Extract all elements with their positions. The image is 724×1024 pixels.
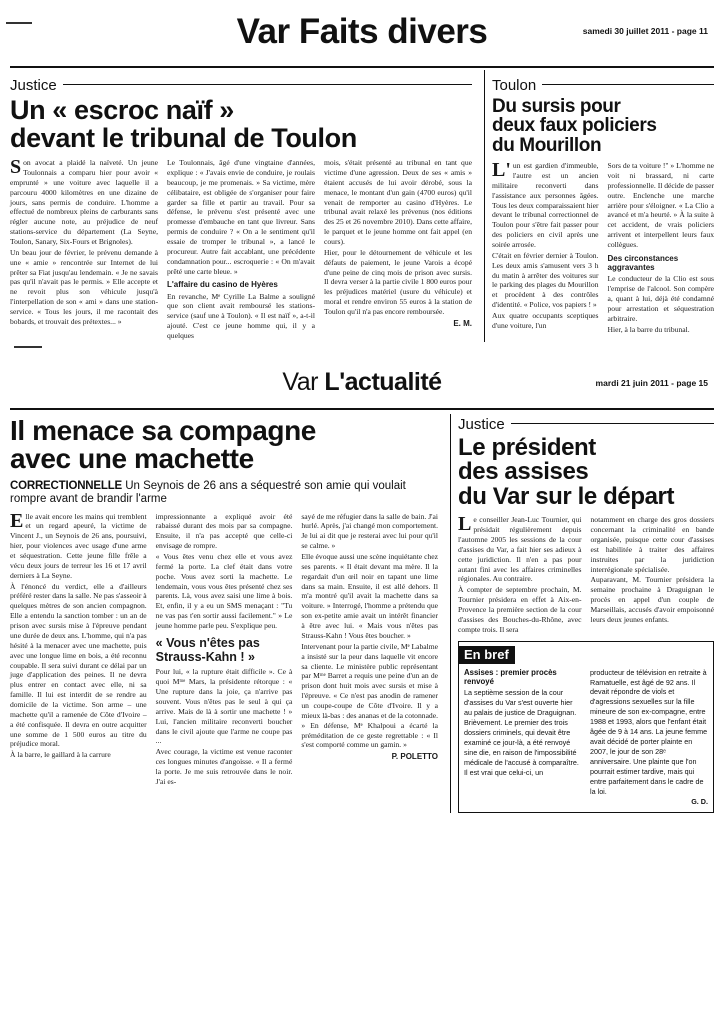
scan-corner-mark	[14, 346, 42, 348]
article-column-2	[156, 512, 293, 788]
paragraph: Son avocat a plaidé la naïveté. Un jeune Toulonnais a comparu hier pour avoir « emprunté » une voiture avec laquelle il a parcouru 4000 kilomètres en une dizaine de jours, sans permis de conduire. L'homme a effectué de nombreux pleins de carburants sans régler aucune note, au préjudice de neuf stations-service du département (La Seyne, Toulon, Sanary, Six-Fours et Brignoles).	[10, 156, 158, 246]
headline-president-assises	[458, 433, 714, 510]
paragraph: Elle évoque aussi une scène inquiétante chez ses parents. « Il était devant ma mère. Il la regardait d'un œil noir en tapant une lime dans sa main. Ensuite, il est allé dehors. Il m'a montré qu'il avait la machette dans sa voiture. » Interrogé, l'homme a prétendu que son ex-petite amie avait un intérêt financier à être avec lui. « Mais vous n'êtes pas Strauss-Kahn ! Vous êtes boucher. »	[301, 552, 439, 640]
headline-line-1: Il menace sa compagne	[10, 414, 316, 446]
kicker-justice: Justice	[10, 77, 57, 94]
kicker-justice: Justice	[458, 415, 505, 433]
paragraph: En revanche, Mᵉ Cyrille La Balme a souligné que son client avait remboursé les stations-service (sauf une à Toulon). « Il est naïf », a-t-il ajouté. C'est ce jeune homme qui, il y a quelques	[167, 291, 315, 340]
article-column-1	[10, 158, 158, 342]
masthead-date: mardi 21 juin 2011 - page 15	[595, 377, 708, 388]
headline-line-3: du Mourillon	[492, 134, 602, 156]
paragraph: À l'énoncé du verdict, elle a d'ailleurs préféré rester dans la salle. Ne pas s'asseoir à quelques mètres de son ancien compagnon. Elle a entendu la sanction tomber : un an de prison avec sursis mise à l'épreuve pendant une durée de deux ans. L'homme, qui n'a pas hésité à la menacer avec une machette, puis avec une longue lime en bois, a été reconnu coupable. Il sera suivi durant ce délai par un juge d'application des peines. Il ne devra plus entrer en contact avec elle, ni sa famille. Il lui est interdit de se rendre au domicile de la victime. Son arme – une machette qu'il a ramenée de Côte d'Ivoire – a été confisquée. Il devra en outre acquitter une somme de 1 500 euros au titre du préjudice moral.	[10, 581, 147, 749]
headline-line-1: Du sursis pour	[492, 96, 621, 117]
standfirst-text: Un Seynois de 26 ans a séquestré son amie qui voulait rompre avant de brandir l'arme	[10, 479, 406, 506]
en-bref-heading-line-1: Assises : premier procès	[464, 667, 557, 677]
paragraph: Le conseiller Jean-Luc Tournier, qui présidait régulièrement depuis l'automne 2005 les sessions de la cour d'assises du Var, a fait hier ses adieux à cette juridiction. Il n'en a pas pour autant fini avec les affaires criminelles régionales. Au contraire.	[458, 513, 582, 584]
headline-machette	[10, 414, 438, 475]
paragraph: À compter de septembre prochain, M. Tournier présidera en effet à Aix-en-Provence la première section de la cour d'assises des Bouches-du-Rhône, avec compte trois. Il sera	[458, 585, 582, 634]
paragraph: L'un est gardien d'immeuble, l'autre est un ancien militaire reconverti dans l'assistance aux personnes âgées. Tous les deux comparaissaient hier devant le tribunal correctionnel de Toulon pour s'être fait passer pour des policiers en civil après une soirée arrosée.	[492, 159, 599, 249]
en-bref-text: producteur de télévision en retraite à Ramatuelle, est âgé de 92 ans. Il devait répondre de viols et d'agressions sexuelles sur la fille mineure de son ex-compagne, entre 1988 et 1993, alors que l'enfant était âgée de 9 à 14 ans. La jeune femme avait décidé de porter plainte en 2007, le jour de son 28ᵉ anniversaire. Une plainte que l'on pourrait estimer tardive, mais qui entre parfaitement dans le cadre de la loi.	[590, 667, 708, 796]
paragraph: « Vous êtes venu chez elle et vous avez fermé la porte. La clef était dans votre poche. Vous avez sorti la machette. Le lendemain, vous vous êtes présenté chez ses parents. Là, vous avez saisi une lime à bois. Et, enfin, il y a eu un SMS menaçant : "Tu ne vas pas t'en sortir aussi facilement." » Le jeune homme parle peu. S'explique peu.	[155, 552, 293, 631]
paragraph: Hier, à la barre du tribunal.	[607, 324, 690, 334]
headline-line-2: des assises	[458, 458, 589, 486]
paragraph: C'était en février dernier à Toulon. Les deux amis s'amusent vers 3 h du matin à arrêter des voitures sur le parking des plages du Mourillon et procèdent à des contrôles d'identité. « Police, vos papiers ! »	[492, 250, 599, 310]
subheading-strauss-kahn	[156, 637, 293, 665]
kicker-justice-row	[10, 77, 472, 94]
paragraph: Le conducteur de la Clio est sous l'emprise de l'alcool. Son compère a, quant à lui, déjà été condamné pour arrestation et séquestration arbitraire.	[607, 274, 714, 323]
en-bref-signature: G. D.	[691, 796, 708, 806]
headline-escroc-naif	[10, 97, 472, 152]
paragraph: Aux quatre occupants sceptiques d'une voiture, l'un	[492, 311, 599, 330]
kicker-toulon-row	[492, 77, 714, 94]
article-president-assises	[450, 414, 714, 813]
paragraph: À la barre, le gaillard à la carrure	[10, 750, 111, 760]
article-column-2	[591, 515, 715, 635]
kicker-rule	[542, 84, 714, 85]
paragraph: Elle avait encore les mains qui tremblent et un regard apeuré, la victime de Vincent J., un Seynois de 26 ans, poursuivi, hier, pour violences avec usage d'une arme et séquestration. Cette jeune fille frêle a vécu deux jours de terreur les 16 et 17 avril derniers à La Seyne.	[10, 509, 147, 580]
kicker-toulon: Toulon	[492, 77, 537, 94]
paragraph: Auparavant, M. Tournier présidera la semaine prochaine à Draguignan le procès en appel d'un couple de Marseillais, accusés d'avoir empoisonné leurs deux jeunes enfants.	[590, 575, 714, 624]
masthead-faits-divers	[10, 0, 714, 62]
article-column-1	[10, 509, 147, 788]
masthead-rule	[10, 66, 714, 68]
en-bref-item-heading	[464, 668, 582, 687]
standfirst-label: CORRECTIONNELLE	[10, 479, 123, 492]
article-faux-policiers	[484, 70, 714, 342]
en-bref-column-1	[464, 668, 582, 807]
masthead-date: samedi 30 juillet 2011 - page 11	[582, 26, 708, 36]
headline-line-2: avec une machette	[10, 443, 254, 475]
subheading-casino-hyeres: L'affaire du casino de Hyères	[167, 280, 278, 290]
paragraph: Intervenant pour la partie civile, Mᵉ Labalme a insisté sur la peur dans laquelle vit encore sa cliente. Le ministère public représentant par Mᵐᵉ Barret a requis une peine d'un an de prison dont huit mois avec sursis et mise à l'épreuve. « Ce n'est pas anodin de ramener un coupe-coupe de Côte d'Ivoire. Il y a mieux là-bas : des ananas et de la cotonnade. » En défense, Mᵉ Khalpoui a écarté la préméditation de ce geste regrettable : « Il s'est comporté comme un gamin. »	[301, 641, 439, 750]
masthead-word-var: Var	[282, 367, 318, 396]
masthead-rule	[10, 408, 714, 410]
masthead-word-var: Var	[236, 12, 290, 51]
headline-line-3: du Var sur le départ	[458, 482, 675, 510]
kicker-justice-row	[458, 416, 714, 433]
headline-line-1: Le président	[458, 433, 596, 461]
subheading-circonstances-aggravantes: Des circonstances aggravantes	[607, 253, 679, 273]
paragraph: notamment en charge des gros dossiers concernant la criminalité en bande organisée, puisque cette cour d'assises est habilitée à traiter des affaires instruites par la juridiction interrégionale spécialisée.	[590, 515, 714, 574]
masthead-word-section: L'actualité	[324, 367, 442, 396]
kicker-rule	[511, 423, 714, 424]
en-bref-title: En bref	[458, 646, 515, 664]
article-escroc-naif	[10, 70, 472, 342]
paragraph: Un beau jour de février, le prévenu demande à une « amie » rencontrée sur Internet de lui prêter sa Fiat jusqu'au lendemain. « Je ne savais pas qu'il n'avait pas le permis. » Elle accepte et ne revoit plus son véhicule jusqu'à l'interpellation de son « ami » dans une station-service. « Tous les jours, il me racontait des bobards, et trouvait des prétextes... »	[10, 247, 158, 326]
paragraph: sayé de me réfugier dans la salle de bain. J'ai hurlé. Après, j'ai changé mon comportement. Je lui ai dit que je resterai avec lui pour qu'il se calme. »	[301, 511, 439, 551]
headline-line-2: devant le tribunal de Toulon	[10, 122, 357, 153]
subheading-line-2: Strauss-Kahn ! »	[155, 649, 256, 664]
kicker-rule	[63, 84, 472, 85]
subheading-line-1: « Vous n'êtes pas	[155, 635, 260, 650]
masthead-title	[10, 0, 714, 49]
article-machette	[10, 414, 438, 813]
clipping-var-actualite	[10, 364, 714, 813]
en-bref-column-2	[590, 668, 708, 807]
masthead-actualite	[10, 364, 714, 404]
masthead-word-section: Faits divers	[298, 12, 488, 51]
standfirst-correctionnelle	[10, 480, 438, 507]
article-column-2	[608, 161, 715, 335]
en-bref-columns	[464, 668, 708, 807]
byline-em: E. M.	[453, 318, 472, 328]
headline-line-2: deux faux policiers	[492, 115, 657, 137]
paragraph: Le Toulonnais, âgé d'une vingtaine d'années, explique : « J'avais envie de conduire, je roulais beaucoup, je me promenais. » Sa victime, mère célibataire, est obligée de s'organiser pour faire garder sa fille et partir au travail. Pour sa défense, le prévenu s'est présenté avec une promesse d'embauche en tant que livreur. Sans permis de conduire ? « On a le sentiment qu'il essaie de tromper le tribunal », a lancé le procureur. Autre fait accablant, une précédente condamnation pour... escroquerie : « On m'avait prêté une carte bleue. »	[167, 158, 315, 276]
en-bref-heading-line-2: renvoyé	[464, 676, 494, 686]
article-column-3	[324, 158, 472, 342]
clipping-var-faits-divers	[10, 0, 714, 342]
headline-faux-policiers	[492, 97, 714, 155]
paragraph: impressionnante a expliqué avoir été rabaissé durant des mois par sa compagne. Ensuite, il n'a pas accepté que celle-ci envisage de rompre.	[155, 511, 293, 551]
en-bref-text: La septième session de la cour d'assises du Var s'est ouverte hier au palais de justice de Draguignan. Brièvement. Le premier des trois dossiers criminels, qui devait être examiné ce jour-là, a été renvoyé sine die, en raison de l'impossibilité médicale de l'accusé à comparaître. Il est vrai que celui-ci, un	[464, 688, 579, 777]
paragraph: mois, s'était présenté au tribunal en tant que victime d'une agression. Deux de ses « amis » étaient accusés de lui avoir dérobé, sous la menace, le montant d'un gain (4700 euros) qu'il venait de remporter au casino d'Hyères. Le tribunal avait relaxé les prévenus (nos éditions des 25 et 26 novembre 2010). Dans cette affaire, le parquet et le jeune homme ont fait appel (en cours).	[324, 158, 472, 246]
article-column-1	[492, 161, 599, 335]
paragraph: Avec courage, la victime est venue raconter ces longues minutes d'angoisse. « Il a fermé la porte. Je me suis retrouvée dans le noir. J'ai es-	[155, 747, 293, 786]
en-bref-box	[458, 641, 714, 813]
paragraph: Hier, pour le détournement de véhicule et les défauts de paiement, le jeune Varois a écopé d'une peine de cinq mois de prison avec sursis. Il devra verser à la partie civile 1 800 euros pour les préjudices matériel (usure du véhicule) et moral et rendre environ 55 euros à la station de Toulon qu'il n'a pas encore remboursée.	[324, 247, 472, 316]
byline-poletto: P. POLETTO	[391, 752, 439, 762]
article-column-1	[458, 515, 582, 635]
article-column-3	[301, 512, 438, 788]
clipping-separator	[10, 342, 714, 364]
article-column-2	[167, 158, 315, 342]
headline-line-1: Un « escroc naïf »	[10, 95, 234, 125]
paragraph: Pour lui, « la rupture était difficile ». Ce à quoi Mᵐᵉ Mars, la présidente rétorque : « Une rupture dans la joie, ça n'arrive pas souvent. Vous n'êtes pas le seul à qui ça arrive. Mais de là à sortir une machette ! » Lui, l'ancien militaire reconverti boucher dans le civil ajoute que l'arme ne coupe pas ...	[155, 667, 293, 746]
paragraph: Sors de ta voiture !" » L'homme ne voit ni brassard, ni carte professionnelle. Il décide de passer outre. Enclenche une marche arrière pour s'éloigner. « La Clio a avancé et m'a heurté. » À la suite à cet accident, de vrais policiers arrivent et interpellent leurs faux collègues.	[607, 161, 714, 249]
